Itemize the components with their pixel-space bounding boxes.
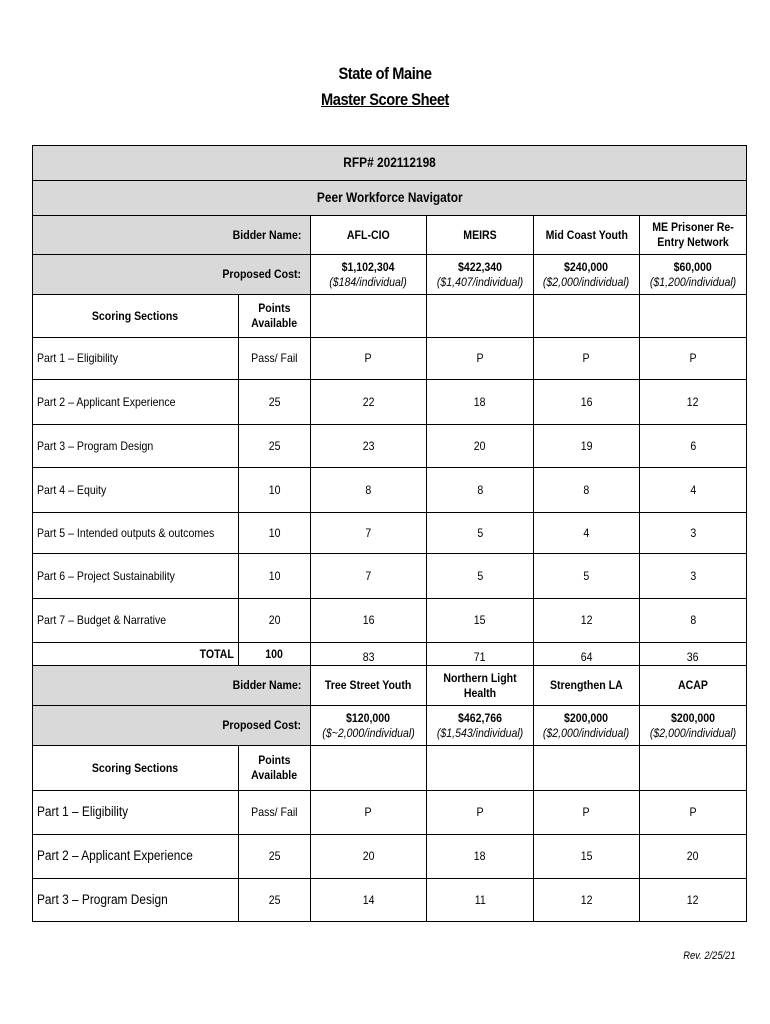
proposed-cost-row [33,255,747,295]
cost-per-individual: ($2,000/individual) [543,725,630,740]
score: P [689,351,697,365]
proposed-cost: $240,000 [564,259,609,274]
points-available: 25 [268,438,281,453]
section-name: Part 1 – Eligibility [37,351,119,365]
document-title: State of Maine [338,64,432,83]
score: 20 [362,849,375,863]
proposed-cost-label: Proposed Cost: [222,718,301,732]
section-name: Part 4 – Equity [37,482,107,497]
section-name: Part 3 – Program Design [37,438,154,453]
points-available: 10 [268,525,281,540]
score: 12 [580,892,593,907]
bidder-name: Strengthen LA [550,678,623,692]
points-available: 25 [268,849,281,863]
score: 22 [362,394,375,409]
score-row [33,791,747,835]
score: 15 [474,613,486,627]
points-available: 10 [268,482,281,497]
rfp-number: RFP# 202112198 [343,154,436,170]
points-available: 20 [268,613,281,627]
total-score: 36 [687,650,699,664]
proposed-cost: $120,000 [346,710,391,725]
section-name: Part 2 – Applicant Experience [37,394,176,409]
revision-date: Rev. 2/25/21 [683,950,736,962]
section-name: Part 2 – Applicant Experience [37,848,193,864]
scoring-sections-label: Scoring Sections [92,308,179,323]
score-row [33,835,747,879]
score: 7 [365,568,372,583]
section-name: Part 5 – Intended outputs & outcomes [37,525,215,540]
bidder-name: ACAP [678,678,708,692]
score: 5 [583,568,590,583]
section-name: Part 6 – Project Sustainability [37,568,175,583]
score: P [582,805,591,819]
proposed-cost: $462,766 [457,710,503,725]
bidder-name: MEIRS [463,227,497,242]
score-row [33,599,747,643]
proposed-cost-label: Proposed Cost: [222,267,301,281]
section-name: Part 1 – Eligibility [37,804,129,820]
section-name: Part 3 – Program Design [37,891,168,907]
cost-per-individual: ($184/individual) [329,274,408,289]
bidder-name-row [33,216,747,255]
score: 4 [583,525,590,540]
score-row [33,468,747,513]
points-available: Pass/ Fail [251,805,298,819]
score: 6 [690,438,696,453]
points-available-label: Points [258,301,291,315]
scoring-header-row [33,746,747,791]
bidder-name: Mid Coast Youth [545,227,628,242]
cost-per-individual: ($2,000/individual) [543,274,630,289]
rfp-row [33,146,747,181]
score: 12 [580,613,593,627]
cost-per-individual: ($1,407/individual) [436,274,524,289]
points-available: 25 [268,892,281,907]
program-name: Peer Workforce Navigator [316,189,463,205]
points-available: Pass/ Fail [251,351,298,365]
score: P [476,805,484,819]
section-name: Part 7 – Budget & Narrative [37,613,167,627]
scoring-header-row [33,295,747,338]
score-row [33,380,747,425]
score: 4 [690,482,696,497]
cost-per-individual: ($2,000/individual) [649,725,737,740]
score: 3 [690,568,696,583]
score: 23 [362,438,375,453]
proposed-cost-row [33,706,747,746]
score: 16 [362,613,375,627]
score: 19 [580,438,593,453]
score: 16 [580,394,593,409]
score: 3 [690,525,696,540]
scoring-sections-label: Scoring Sections [92,760,179,775]
points-available: 10 [268,568,281,583]
cost-per-individual: ($1,200/individual) [649,274,737,289]
score: P [364,805,373,819]
total-points: 100 [265,646,284,661]
total-label: TOTAL [199,646,234,661]
score-row [33,425,747,468]
cost-per-individual: ($~2,000/individual) [322,725,415,740]
score: 7 [365,525,372,540]
cost-per-individual: ($1,543/individual) [436,725,524,740]
points-available: 25 [268,394,281,409]
proposed-cost: $200,000 [564,710,609,725]
bidder-name: ME Prisoner Re-Entry Network [652,220,734,249]
score-row [33,554,747,599]
score: 15 [580,849,593,863]
score: 12 [687,394,699,409]
document-subtitle: Master Score Sheet [321,90,449,109]
points-available-label: Points [258,753,291,767]
bidder-name: Northern Light Health [443,670,517,700]
score: 14 [362,892,375,907]
score: P [582,351,591,365]
proposed-cost: $200,000 [670,710,716,725]
score: 18 [474,849,486,863]
points-available-label: Available [251,316,298,330]
total-score: 71 [474,650,486,664]
bidder-name-row [33,666,747,706]
score: 5 [477,568,483,583]
score-row [33,879,747,922]
bidder-name: AFL-CIO [347,227,390,242]
total-score: 83 [362,650,375,664]
score: P [364,351,373,365]
score: 12 [687,892,699,907]
proposed-cost: $422,340 [457,259,503,274]
proposed-cost: $1,102,304 [342,259,395,274]
proposed-cost: $60,000 [673,259,713,274]
program-row [33,181,747,216]
bidder-name-label: Bidder Name: [232,227,302,242]
score: 18 [474,394,486,409]
score: 11 [474,892,486,907]
score: 20 [687,849,699,863]
score-table [32,145,747,922]
bidder-name-label: Bidder Name: [232,678,302,692]
score: 8 [365,482,372,497]
score: P [689,805,697,819]
total-row [33,643,747,666]
total-score: 64 [580,650,593,664]
score-row [33,513,747,554]
bidder-name: Tree Street Youth [325,678,412,692]
score-row [33,338,747,380]
score: 8 [477,482,483,497]
score: 8 [583,482,590,497]
points-available-label: Available [251,768,298,782]
score: 8 [690,613,696,627]
score: 20 [474,438,486,453]
score: P [476,351,484,365]
score: 5 [477,525,483,540]
